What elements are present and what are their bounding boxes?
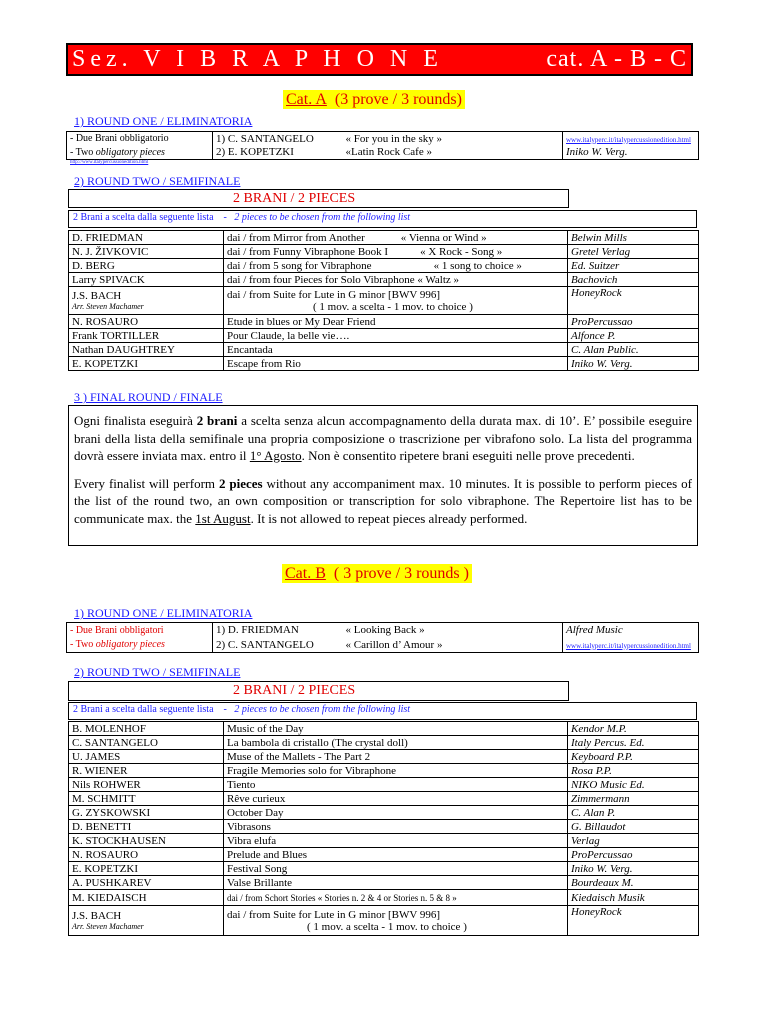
publisher: Rosa P.P. xyxy=(568,764,699,778)
table-row xyxy=(69,792,699,806)
publisher: Iniko W. Verg. xyxy=(568,862,699,876)
work: Etude in blues or My Dear Friend xyxy=(224,315,568,329)
work: Vibrasons xyxy=(224,820,568,834)
publisher: Kiedaisch Musik xyxy=(568,890,699,906)
cat-a-brani-box xyxy=(68,189,569,208)
final-round-italian: Ogni finalista eseguirà 2 brani a scelta senza alcun accompagnamento della durata max. di 10’. E’ possibile eseguire brani della lista della semifinale una propria composizione o trascrizione per vibrafono solo. La lista del programma dovrà essere inviata max. entro il 1° Agosto. Non è consentito ripetere brani eseguiti nelle prove precedenti. xyxy=(74,413,693,463)
work: Vibra elufa xyxy=(224,834,568,848)
cat-b-title: Cat. B ( 3 prove / 3 rounds ) xyxy=(282,564,472,583)
composer: E. KOPETZKI xyxy=(69,862,224,876)
table-row xyxy=(69,259,699,273)
composer: N. ROSAURO xyxy=(69,848,224,862)
cat-b-round2-table xyxy=(68,721,699,936)
composer: K. STOCKHAUSEN xyxy=(69,834,224,848)
work: dai / from 5 song for Vibraphone « 1 song to choice » xyxy=(224,259,568,273)
cat-b-choice-en: 2 pieces to be chosen from the following list xyxy=(234,704,411,715)
table-row xyxy=(69,287,699,315)
publisher: G. Billaudot xyxy=(568,820,699,834)
composer: G. ZYSKOWSKI xyxy=(69,806,224,820)
work: Music of the Day xyxy=(224,722,568,736)
table-row xyxy=(69,834,699,848)
cat-a-title: Cat. A (3 prove / 3 rounds) xyxy=(283,90,465,109)
work: dai / from Suite for Lute in G minor [BWV 996] ( 1 mov. a scelta - 1 mov. to choice ) xyxy=(224,906,568,936)
publisher: Gretel Verlag xyxy=(568,245,699,259)
cat-b-r1-piece-1-pub: Alfred Music xyxy=(563,623,699,638)
cat-a-round2-heading: 2) ROUND TWO / SEMIFINALE xyxy=(74,174,241,188)
cat-a-r1-left-it: - Due Brani obbligatorio xyxy=(67,132,213,146)
composer: A. PUSHKAREV xyxy=(69,876,224,890)
publisher: ProPercussao xyxy=(568,848,699,862)
cat-b-brani: 2 BRANI / 2 PIECES xyxy=(233,683,356,698)
table-row xyxy=(69,764,699,778)
composer: Frank TORTILLER xyxy=(69,329,224,343)
composer: D. FRIEDMAN xyxy=(69,231,224,245)
table-row xyxy=(69,357,699,371)
publisher: Italy Percus. Ed. xyxy=(568,736,699,750)
cat-a-r1-piece-2-pub: Iniko W. Verg. xyxy=(563,146,699,160)
cat-b-round1-table xyxy=(66,622,699,653)
section-banner xyxy=(66,43,693,76)
cat-b-r1-piece-1-composer: 1) D. FRIEDMAN xyxy=(213,623,343,638)
banner-title: Sez. V I B R A P H O N E xyxy=(72,46,443,72)
publisher: Keyboard P.P. xyxy=(568,750,699,764)
publisher: Belwin Mills xyxy=(568,231,699,245)
composer: N. J. ŽIVKOVIC xyxy=(69,245,224,259)
cat-a-r1-piece-2-composer: 2) E. KOPETZKI xyxy=(213,146,343,160)
composer: M. KIEDAISCH xyxy=(69,890,224,906)
composer: N. ROSAURO xyxy=(69,315,224,329)
cat-a-r1-piece-1-pub[interactable]: www.italyperc.it/italypercussionedition.html xyxy=(566,135,691,144)
composer: M. SCHMITT xyxy=(69,792,224,806)
publisher: C. Alan Public. xyxy=(568,343,699,357)
work: dai / from Schort Stories « Stories n. 2 & 4 or Stories n. 5 & 8 » xyxy=(224,890,568,906)
publisher: Ed. Suitzer xyxy=(568,259,699,273)
work: dai / from four Pieces for Solo Vibraphone « Waltz » xyxy=(224,273,568,287)
publisher: Verlag xyxy=(568,834,699,848)
cat-a-brani: 2 BRANI / 2 PIECES xyxy=(233,191,356,206)
publisher: ProPercussao xyxy=(568,315,699,329)
banner-categories: cat. A - B - C xyxy=(546,46,687,72)
publisher: Bachovich xyxy=(568,273,699,287)
work: Encantada xyxy=(224,343,568,357)
final-round-box xyxy=(68,405,698,546)
cat-a-choice-it: 2 Brani a scelta dalla seguente lista xyxy=(73,212,214,223)
table-row xyxy=(69,750,699,764)
final-round-english: Every finalist will perform 2 pieces without any accompaniment max. 10 minutes. It is possible to perform pieces of the list of the round two, an own composition or transcription for solo vibraphone. The Repertoire list has to be communicate max. the 1st August. It is not allowed to repeat pieces already performed. xyxy=(74,475,692,526)
cat-a-r1-piece-2-title: «Latin Rock Cafe » xyxy=(343,146,563,160)
cat-a-r1-left-en: - Two obligatory pieces xyxy=(67,146,213,160)
composer: Nathan DAUGHTREY xyxy=(69,343,224,357)
table-row xyxy=(69,820,699,834)
composer: U. JAMES xyxy=(69,750,224,764)
work: dai / from Mirror from Another « Vienna or Wind » xyxy=(224,231,568,245)
cat-b-round2-heading: 2) ROUND TWO / SEMIFINALE xyxy=(74,665,241,679)
cat-a-r1-piece-1-title: « For you in the sky » xyxy=(343,132,563,146)
publisher: HoneyRock xyxy=(568,906,699,936)
table-row xyxy=(69,245,699,259)
work: Valse Brillante xyxy=(224,876,568,890)
work: October Day xyxy=(224,806,568,820)
cat-a-r1-small-link[interactable]: http://www.italypercussionedition.html xyxy=(70,160,149,165)
cat-a-round3-heading: 3 ) FINAL ROUND / FINALE xyxy=(74,390,223,404)
cat-b-r1-piece-2-composer: 2) C. SANTANGELO xyxy=(213,638,343,653)
work: Fragile Memories solo for Vibraphone xyxy=(224,764,568,778)
cat-b-r1-left-en: - Two obligatory pieces xyxy=(67,638,213,653)
cat-a-round1-table xyxy=(66,131,699,160)
publisher: HoneyRock xyxy=(568,287,699,315)
cat-a-round1-heading: 1) ROUND ONE / ELIMINATORIA xyxy=(74,114,253,128)
cat-b-round1-heading: 1) ROUND ONE / ELIMINATORIA xyxy=(74,606,253,620)
composer: J.S. BACH Arr. Steven Machamer xyxy=(69,287,224,315)
composer: D. BENETTI xyxy=(69,820,224,834)
table-row xyxy=(69,806,699,820)
cat-a-choice-en: 2 pieces to be chosen from the following list xyxy=(234,212,411,223)
table-row xyxy=(69,343,699,357)
work: Escape from Rio xyxy=(224,357,568,371)
publisher: Kendor M.P. xyxy=(568,722,699,736)
table-row xyxy=(69,231,699,245)
cat-a-r1-piece-1-composer: 1) C. SANTANGELO xyxy=(213,132,343,146)
table-row xyxy=(69,778,699,792)
composer: R. WIENER xyxy=(69,764,224,778)
composer: D. BERG xyxy=(69,259,224,273)
table-row xyxy=(69,722,699,736)
cat-b-choice-box: 2 Brani a scelta dalla seguente lista - 2 pieces to be chosen from the following list xyxy=(68,702,697,720)
work: Festival Song xyxy=(224,862,568,876)
work: Rêve curieux xyxy=(224,792,568,806)
publisher: NIKO Music Ed. xyxy=(568,778,699,792)
cat-b-r1-piece-2-title: « Carillon d’ Amour » xyxy=(343,638,563,653)
composer: Larry SPIVACK xyxy=(69,273,224,287)
cat-b-r1-left-it: - Due Brani obbligatori xyxy=(67,623,213,638)
table-row xyxy=(69,876,699,890)
composer: J.S. BACH Arr. Steven Machamer xyxy=(69,906,224,936)
publisher: Zimmermann xyxy=(568,792,699,806)
table-row xyxy=(69,329,699,343)
cat-b-brani-box xyxy=(68,681,569,701)
work: Muse of the Mallets - The Part 2 xyxy=(224,750,568,764)
cat-b-choice-it: 2 Brani a scelta dalla seguente lista xyxy=(73,704,214,715)
table-row xyxy=(69,273,699,287)
work: Tiento xyxy=(224,778,568,792)
table-row xyxy=(69,315,699,329)
table-row xyxy=(69,906,699,936)
composer: C. SANTANGELO xyxy=(69,736,224,750)
table-row xyxy=(69,890,699,906)
composer: Nils ROHWER xyxy=(69,778,224,792)
work: La bambola di cristallo (The crystal doll) xyxy=(224,736,568,750)
work: dai / from Funny Vibraphone Book I « X Rock - Song » xyxy=(224,245,568,259)
work: dai / from Suite for Lute in G minor [BWV 996] ( 1 mov. a scelta - 1 mov. to choice ) xyxy=(224,287,568,315)
cat-a-choice-box: 2 Brani a scelta dalla seguente lista - 2 pieces to be chosen from the following list xyxy=(68,210,697,228)
cat-b-r1-piece-2-pub[interactable]: www.italyperc.it/italypercussionedition.html xyxy=(566,641,691,650)
composer: B. MOLENHOF xyxy=(69,722,224,736)
table-row xyxy=(69,848,699,862)
composer: E. KOPETZKI xyxy=(69,357,224,371)
publisher: Alfonce P. xyxy=(568,329,699,343)
cat-b-r1-piece-1-title: « Looking Back » xyxy=(343,623,563,638)
work: Pour Claude, la belle vie…. xyxy=(224,329,568,343)
cat-a-round2-table xyxy=(68,230,699,371)
publisher: Iniko W. Verg. xyxy=(568,357,699,371)
table-row xyxy=(69,862,699,876)
work: Prelude and Blues xyxy=(224,848,568,862)
publisher: Bourdeaux M. xyxy=(568,876,699,890)
table-row xyxy=(69,736,699,750)
publisher: C. Alan P. xyxy=(568,806,699,820)
